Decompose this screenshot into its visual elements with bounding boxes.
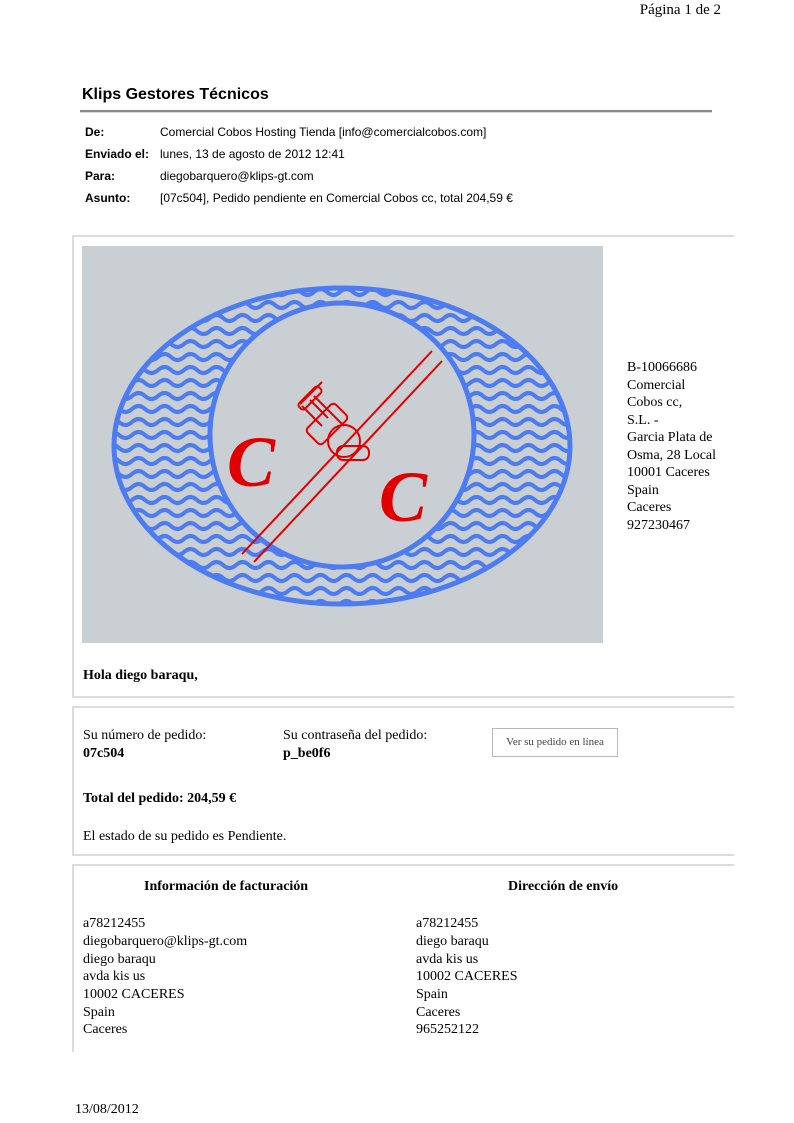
footer-date: 13/08/2012 bbox=[75, 1102, 139, 1117]
subject-label: Asunto: bbox=[85, 191, 131, 205]
from-value: Comercial Cobos Hosting Tienda [info@comercialcobos.com] bbox=[160, 125, 487, 139]
store-logo bbox=[82, 246, 603, 643]
sent-value: lunes, 13 de agosto de 2012 12:41 bbox=[160, 147, 345, 161]
sent-label: Enviado el: bbox=[85, 147, 150, 161]
store-info-line: 927230467 bbox=[627, 517, 690, 533]
shipping-line: a78212455 bbox=[416, 916, 479, 931]
store-info-line: Caceres bbox=[627, 500, 672, 515]
shipping-line: Spain bbox=[416, 987, 448, 1002]
order-number-label: Su número de pedido: bbox=[83, 728, 207, 743]
store-info-line: Osma, 28 Local bbox=[627, 447, 717, 463]
shipping-line: 965252122 bbox=[416, 1022, 479, 1037]
store-info-line: S.L. - bbox=[627, 412, 659, 428]
billing-line: a78212455 bbox=[83, 916, 146, 931]
shipping-line: 10002 CACERES bbox=[416, 969, 518, 984]
order-password-label: Su contraseña del pedido: bbox=[283, 728, 428, 743]
order-total: Total del pedido: 204,59 € bbox=[83, 791, 237, 806]
store-info-line: 10001 Caceres bbox=[627, 465, 710, 480]
store-info bbox=[627, 359, 727, 534]
from-label: De: bbox=[85, 125, 105, 139]
billing-line: diegobarquero@klips-gt.com bbox=[83, 934, 248, 949]
to-value: diegobarquero@klips-gt.com bbox=[160, 169, 314, 183]
billing-line: diego baraqu bbox=[83, 952, 156, 967]
billing-line: avda kis us bbox=[83, 969, 146, 984]
store-info-line: Cobos cc, bbox=[627, 395, 683, 410]
order-status: El estado de su pedido es Pendiente. bbox=[83, 829, 287, 844]
subject-value: [07c504], Pedido pendiente en Comercial Cobos cc, total 204,59 € bbox=[160, 191, 513, 205]
store-info-line: Comercial bbox=[627, 377, 686, 393]
billing-line: 10002 CACERES bbox=[83, 987, 185, 1002]
store-info-line: Garcia Plata de bbox=[627, 430, 713, 445]
title-divider bbox=[80, 110, 712, 113]
shipping-line: diego baraqu bbox=[416, 934, 489, 949]
store-info-line: Spain bbox=[627, 482, 659, 498]
logo-letter-left: C bbox=[227, 422, 276, 502]
store-info-line: B-10066686 bbox=[627, 360, 697, 375]
billing-line: Caceres bbox=[83, 1022, 128, 1037]
shipping-line: Caceres bbox=[416, 1005, 461, 1020]
billing-title: Información de facturación bbox=[144, 879, 309, 894]
to-label: Para: bbox=[85, 169, 116, 183]
page-number: Página 1 de 2 bbox=[639, 2, 721, 18]
order-password-value: p_be0f6 bbox=[283, 746, 331, 761]
shipping-title: Dirección de envío bbox=[508, 879, 619, 894]
organization-title: Klips Gestores Técnicos bbox=[82, 86, 269, 103]
greeting: Hola diego baraqu, bbox=[83, 668, 198, 683]
billing-line: Spain bbox=[83, 1005, 115, 1020]
shipping-line: avda kis us bbox=[416, 952, 479, 967]
view-order-online-button[interactable]: Ver su pedido en línea bbox=[492, 728, 618, 757]
logo-letter-right: C bbox=[379, 457, 428, 537]
order-number-value: 07c504 bbox=[83, 746, 125, 761]
